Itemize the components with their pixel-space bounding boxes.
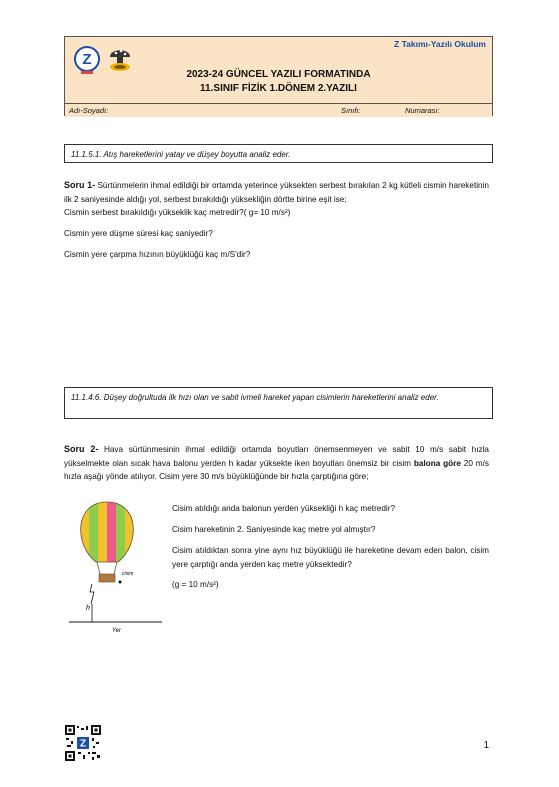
question-1 bbox=[64, 179, 489, 206]
class-label: Sınıfı: bbox=[341, 106, 361, 115]
student-info-row bbox=[65, 103, 492, 117]
question-1-text: Sürtünmelerin ihmal edildiği bir ortamda yeterince yüksekten serbest bırakılan 2 kg kütleli cismin hareketinin ilk 2 saniyesinde aldığı yol, serbest bırakıldığı yüksekliğin dörtte birine eşit ise; bbox=[64, 181, 489, 204]
question-2-text-a: Hava sürtünmesinin ihmal edildiği ortamda boyutları önemsenmeyen ve sabit 10 m/s sabit hızla yükselmekte olan sıcak hava balonu yerden h kadar yüksekte iken boyutları önemsiz bir cisim bbox=[64, 445, 489, 468]
question-2 bbox=[64, 443, 489, 484]
exam-title-line1: 2023-24 GÜNCEL YAZILI FORMATINDA bbox=[186, 69, 371, 80]
ground-label: Yer bbox=[112, 628, 122, 634]
object-dot-icon bbox=[119, 581, 122, 584]
exam-header bbox=[64, 36, 493, 116]
question-2-sub1: Cisim atıldığı anda balonun yerden yüksekliği h kaç metredir? bbox=[172, 504, 395, 513]
qr-code-icon bbox=[64, 724, 102, 762]
question-2-text-b: 20 m/s hızla aşağı yönde atılıyor. Cisim yere 30 m/s büyüklüğünde bir hızla çarptığına göre; bbox=[64, 458, 489, 481]
hot-air-balloon-icon bbox=[69, 500, 146, 570]
name-label: Adı-Soyadı: bbox=[69, 106, 109, 115]
brand-text: Z Takımı-Yazılı Okulum bbox=[394, 39, 486, 49]
question-2-sub3: Cisim atıldıktan sonra yine aynı hız büyüklüğü ile hareketine devam eden balon, cisim yere çarptığı anda yerden kaç metre yüksektedir? bbox=[172, 546, 489, 569]
question-2-label: Soru 2- bbox=[64, 444, 99, 454]
question-2-gravity: (g = 10 m/s²) bbox=[172, 580, 219, 589]
objective-box-1: 11.1.5.1. Atış hareketlerini yatay ve düşey boyutta analiz eder. bbox=[64, 144, 493, 163]
question-1-sub1: Cismin yere düşme süresi kaç saniyedir? bbox=[64, 229, 213, 238]
page-number: 1 bbox=[483, 740, 489, 751]
question-2-sub2: Cisim hareketinin 2. Saniyesinde kaç metre yol almıştır? bbox=[172, 525, 376, 534]
question-1-line3: Cismin serbest bırakıldığı yükseklik kaç metredir?( g= 10 m/s²) bbox=[64, 208, 291, 217]
question-1-label: Soru 1- bbox=[64, 180, 96, 190]
svg-text:Z: Z bbox=[82, 51, 92, 68]
exam-title-line2: 11.SINIF FİZİK 1.DÖNEM 2.YAZILI bbox=[200, 83, 357, 94]
height-arrow-icon bbox=[90, 584, 94, 604]
object-label: cisim bbox=[122, 571, 134, 577]
question-2-bold: balona göre bbox=[413, 458, 461, 468]
number-label: Numarası: bbox=[405, 106, 440, 115]
question-1-sub2: Cismin yere çarpma hızının büyüklüğü kaç m/S'dir? bbox=[64, 250, 251, 259]
objective-box-2: 11.1.4.6. Düşey doğrultuda ilk hızı olan ve sabit ivmeli hareket yapan cisimlerin hareketlerini analiz eder. bbox=[64, 387, 493, 419]
svg-text:Z: Z bbox=[79, 738, 87, 750]
height-label: h bbox=[86, 605, 90, 612]
balloon-figure bbox=[64, 500, 169, 635]
